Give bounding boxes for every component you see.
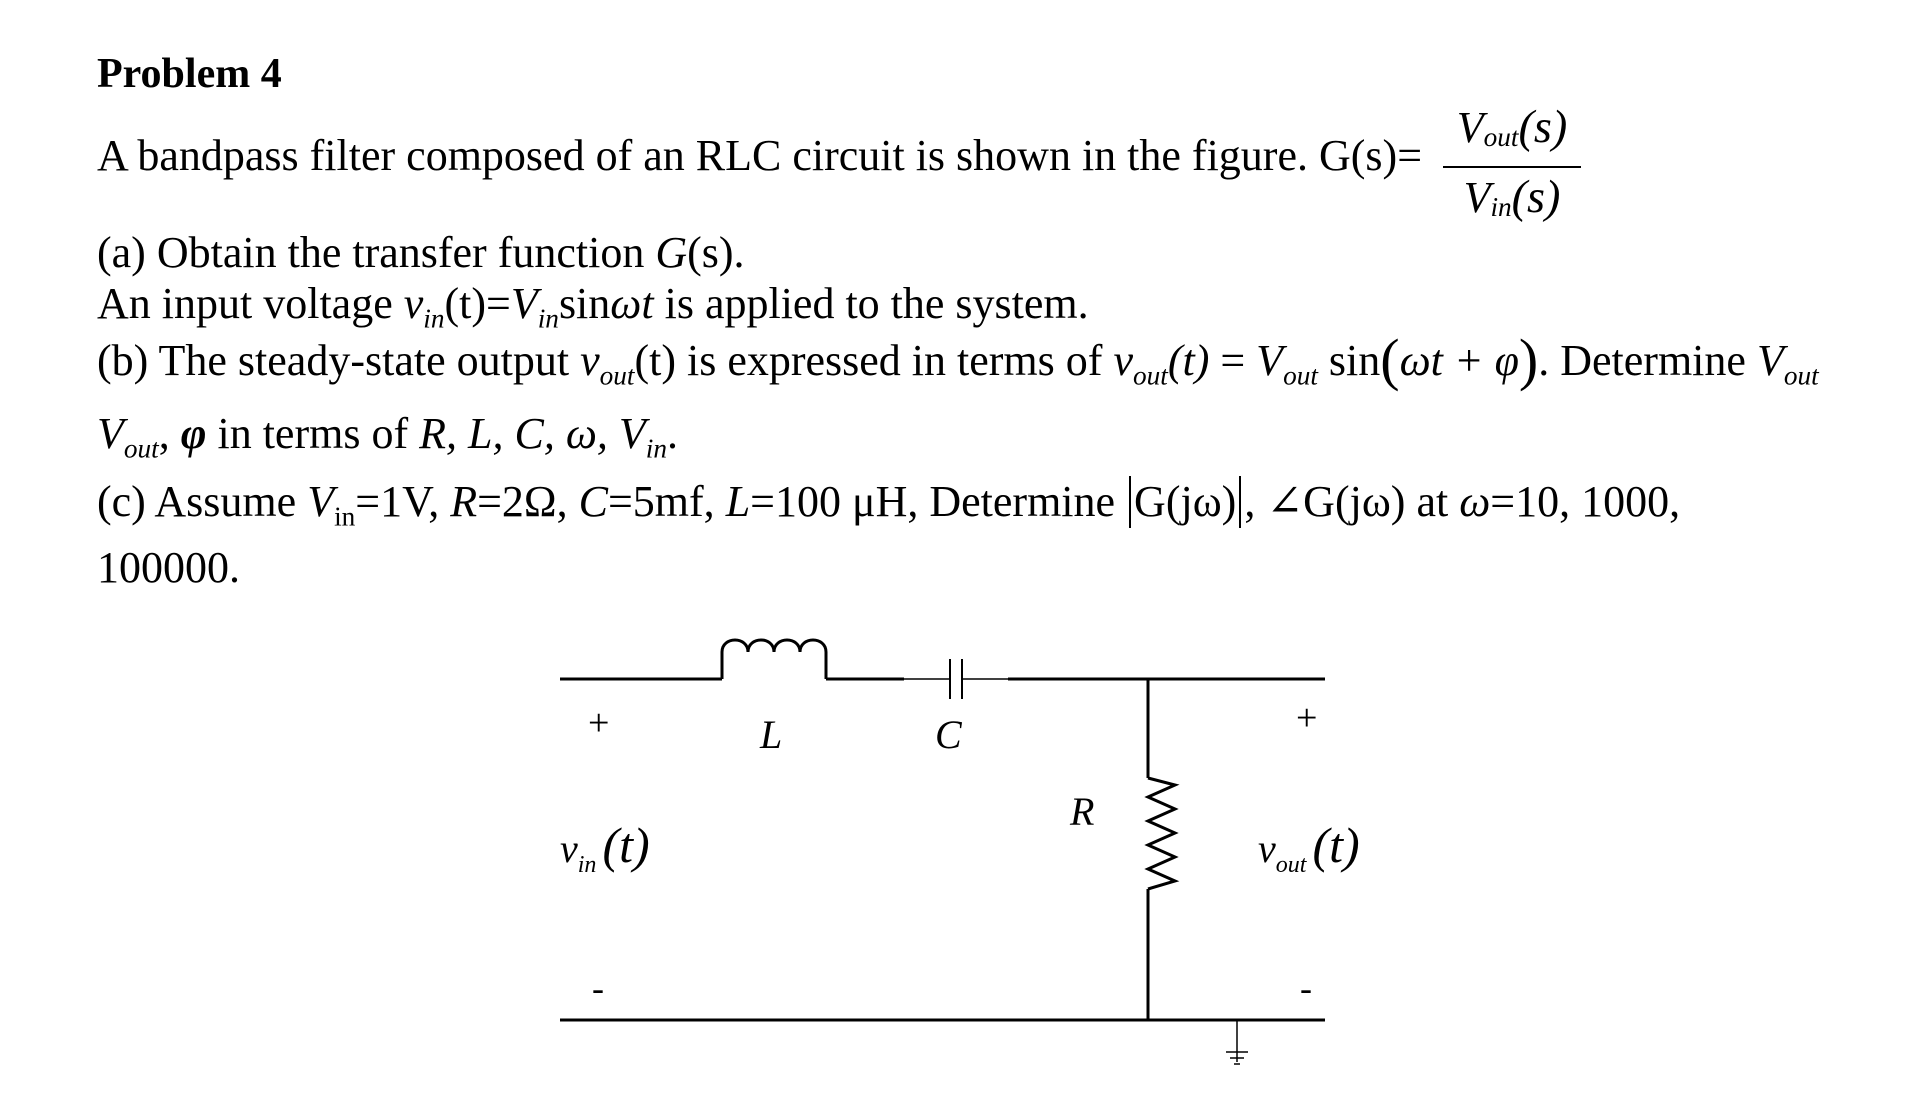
fraction-denominator: Vin(s) [1463,171,1561,223]
inductor-label: L [760,712,783,757]
plus-right: + [1296,697,1318,739]
resistor-label: R [1070,789,1095,834]
part-c: (c) Assume $V_{in}=1V$, R=2Ω, C=5mf, L=100 μH, Determine G(jω) , ∠G(jω) at ω=10, 1000, [97,477,1681,532]
intro-text: A bandpass filter composed of an RLC circuit is shown in the figure. [97,131,1308,180]
minus-left: - [592,968,604,1008]
vin-label: $v_{in}$ (t) [560,817,650,878]
input-voltage-line: An input voltage $v_{in}(t)=V_{in}\sin\omega t$ is applied to the system. [97,279,1089,334]
part-b: (b) The steady-state output $v_{out}(t)$ is expressed in terms of $v_{out}(t) = V_{out}$ sin(ωt + φ). Determine $V_{out}$ [97,327,1819,392]
problem-title: Problem 4 [97,51,282,97]
minus-right: - [1300,968,1312,1008]
capacitor-label: C [935,712,962,757]
inductor-coil [722,640,826,679]
plus-left: + [588,702,610,744]
resistor-zigzag [1148,778,1175,889]
part-c-continued: 100000. [97,543,240,592]
vout-label: $v_{out}$ (t) [1258,817,1360,878]
fraction-numerator: Vout(s) [1456,101,1568,153]
gs-label: G(s)= [1319,131,1423,180]
part-b-continued: $V_{out}$, φ in terms of R, L, C, ω, $V_{in}$. [97,409,678,464]
part-a: (a) Obtain the transfer function G(s). [97,228,745,277]
